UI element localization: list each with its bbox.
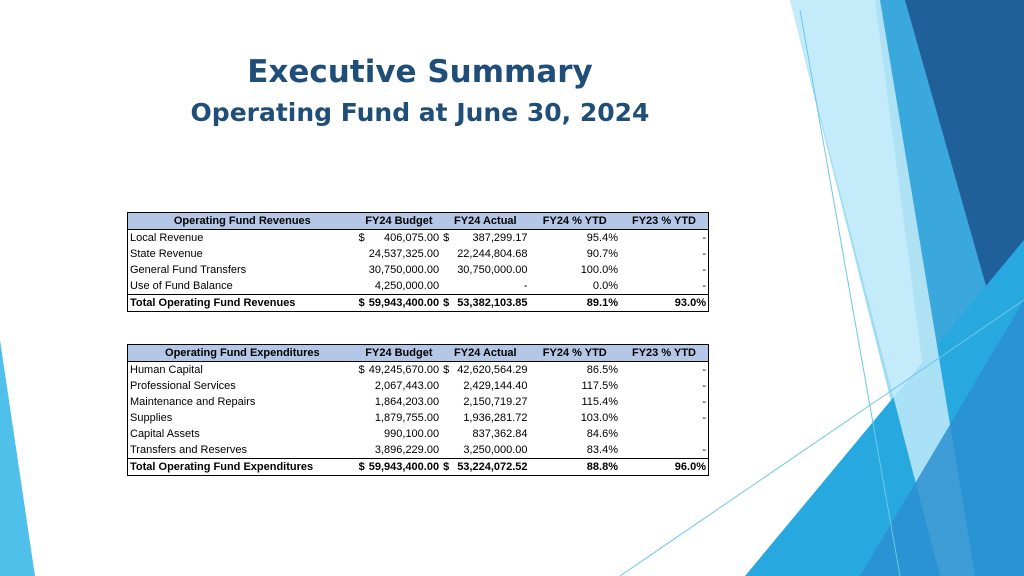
- row-label: Local Revenue: [130, 231, 204, 244]
- left-accent-wedge: [0, 340, 35, 576]
- row-actual: $ 42,620,564.29: [443, 363, 528, 376]
- row-prior-pct-ytd: -: [702, 231, 706, 244]
- header-budget: FY24 Budget: [357, 213, 441, 230]
- total-prior-pct-ytd: 96.0%: [620, 459, 709, 476]
- row-budget: 990,100.00: [384, 427, 440, 440]
- total-label: Total Operating Fund Revenues: [128, 295, 357, 312]
- revenues-total-row: [128, 295, 709, 312]
- row-prior-pct-ytd: -: [702, 395, 706, 408]
- expenditures-header-row: [128, 345, 709, 362]
- table-row: [128, 410, 709, 426]
- table-row: [128, 262, 709, 278]
- row-pct-ytd: 90.7%: [586, 247, 618, 260]
- row-actual: 2,429,144.40: [463, 379, 528, 392]
- table-row: [128, 394, 709, 410]
- table-row: [128, 362, 709, 379]
- row-label: Maintenance and Repairs: [130, 395, 256, 408]
- table-row: [128, 278, 709, 295]
- row-budget: 1,864,203.00: [374, 395, 440, 408]
- row-actual: -: [523, 279, 528, 292]
- header-category: Operating Fund Revenues: [128, 213, 357, 230]
- row-label: Capital Assets: [130, 427, 200, 440]
- row-budget: 24,537,325.00: [368, 247, 440, 260]
- row-actual: $ 387,299.17: [443, 231, 528, 244]
- row-label: General Fund Transfers: [130, 263, 247, 276]
- row-budget: $ 49,245,670.00: [358, 363, 440, 376]
- expenditures-table: [127, 344, 709, 476]
- row-prior-pct-ytd: -: [702, 263, 706, 276]
- row-budget: $ 406,075.00: [358, 231, 440, 244]
- total-prior-pct-ytd: 93.0%: [620, 295, 709, 312]
- row-prior-pct-ytd: -: [702, 411, 706, 424]
- table-row: [128, 426, 709, 442]
- row-pct-ytd: 0.0%: [592, 279, 618, 292]
- row-label: Supplies: [130, 411, 173, 424]
- row-actual: 22,244,804.68: [457, 247, 528, 260]
- row-pct-ytd: 95.4%: [586, 231, 618, 244]
- table-row: [128, 230, 709, 247]
- row-prior-pct-ytd: -: [702, 443, 706, 456]
- row-pct-ytd: 83.4%: [586, 443, 618, 456]
- expenditures-total-row: [128, 459, 709, 476]
- header-category: Operating Fund Expenditures: [128, 345, 357, 362]
- total-budget: $ 59,943,400.00: [357, 459, 441, 476]
- row-prior-pct-ytd: -: [702, 279, 706, 292]
- row-actual: 837,362.84: [472, 427, 528, 440]
- row-actual: 3,250,000.00: [463, 443, 528, 456]
- table-row: [128, 378, 709, 394]
- row-budget: 1,879,755.00: [374, 411, 440, 424]
- row-budget: 3,896,229.00: [374, 443, 440, 456]
- row-label: Use of Fund Balance: [130, 279, 233, 292]
- total-budget: $ 59,943,400.00: [357, 295, 441, 312]
- row-pct-ytd: 115.4%: [581, 395, 618, 408]
- row-pct-ytd: 84.6%: [586, 427, 618, 440]
- table-row: [128, 246, 709, 262]
- row-pct-ytd: 86.5%: [586, 363, 618, 376]
- slide-title: Executive Summary: [247, 54, 593, 90]
- revenues-header-row: [128, 213, 709, 230]
- header-budget: FY24 Budget: [357, 345, 441, 362]
- row-prior-pct-ytd: -: [702, 379, 706, 392]
- revenues-table: [127, 212, 709, 312]
- row-label: State Revenue: [130, 247, 203, 260]
- row-label: Transfers and Reserves: [130, 443, 247, 456]
- header-pct-ytd: FY24 % YTD: [530, 213, 620, 230]
- header-prior-pct-ytd: FY23 % YTD: [620, 345, 709, 362]
- row-budget: 2,067,443.00: [374, 379, 440, 392]
- total-label: Total Operating Fund Expenditures: [128, 459, 357, 476]
- row-label: Human Capital: [130, 363, 203, 376]
- row-actual: 30,750,000.00: [457, 263, 528, 276]
- row-actual: 2,150,719.27: [463, 395, 528, 408]
- header-actual: FY24 Actual: [441, 213, 529, 230]
- table-row: [128, 442, 709, 459]
- total-actual: $ 53,224,072.52: [441, 459, 529, 476]
- row-label: Professional Services: [130, 379, 236, 392]
- row-prior-pct-ytd: -: [702, 363, 706, 376]
- header-prior-pct-ytd: FY23 % YTD: [620, 213, 709, 230]
- header-actual: FY24 Actual: [441, 345, 529, 362]
- row-budget: 30,750,000.00: [368, 263, 440, 276]
- row-actual: 1,936,281.72: [463, 411, 528, 424]
- total-pct-ytd: 88.8%: [530, 459, 620, 476]
- row-prior-pct-ytd: -: [702, 247, 706, 260]
- slide-subtitle: Operating Fund at June 30, 2024: [190, 98, 650, 127]
- total-actual: $ 53,382,103.85: [441, 295, 529, 312]
- row-prior-pct-ytd: [620, 426, 709, 442]
- header-pct-ytd: FY24 % YTD: [530, 345, 620, 362]
- row-budget: 4,250,000.00: [374, 279, 440, 292]
- total-pct-ytd: 89.1%: [530, 295, 620, 312]
- row-pct-ytd: 117.5%: [581, 379, 618, 392]
- row-pct-ytd: 100.0%: [580, 263, 618, 276]
- row-pct-ytd: 103.0%: [580, 411, 618, 424]
